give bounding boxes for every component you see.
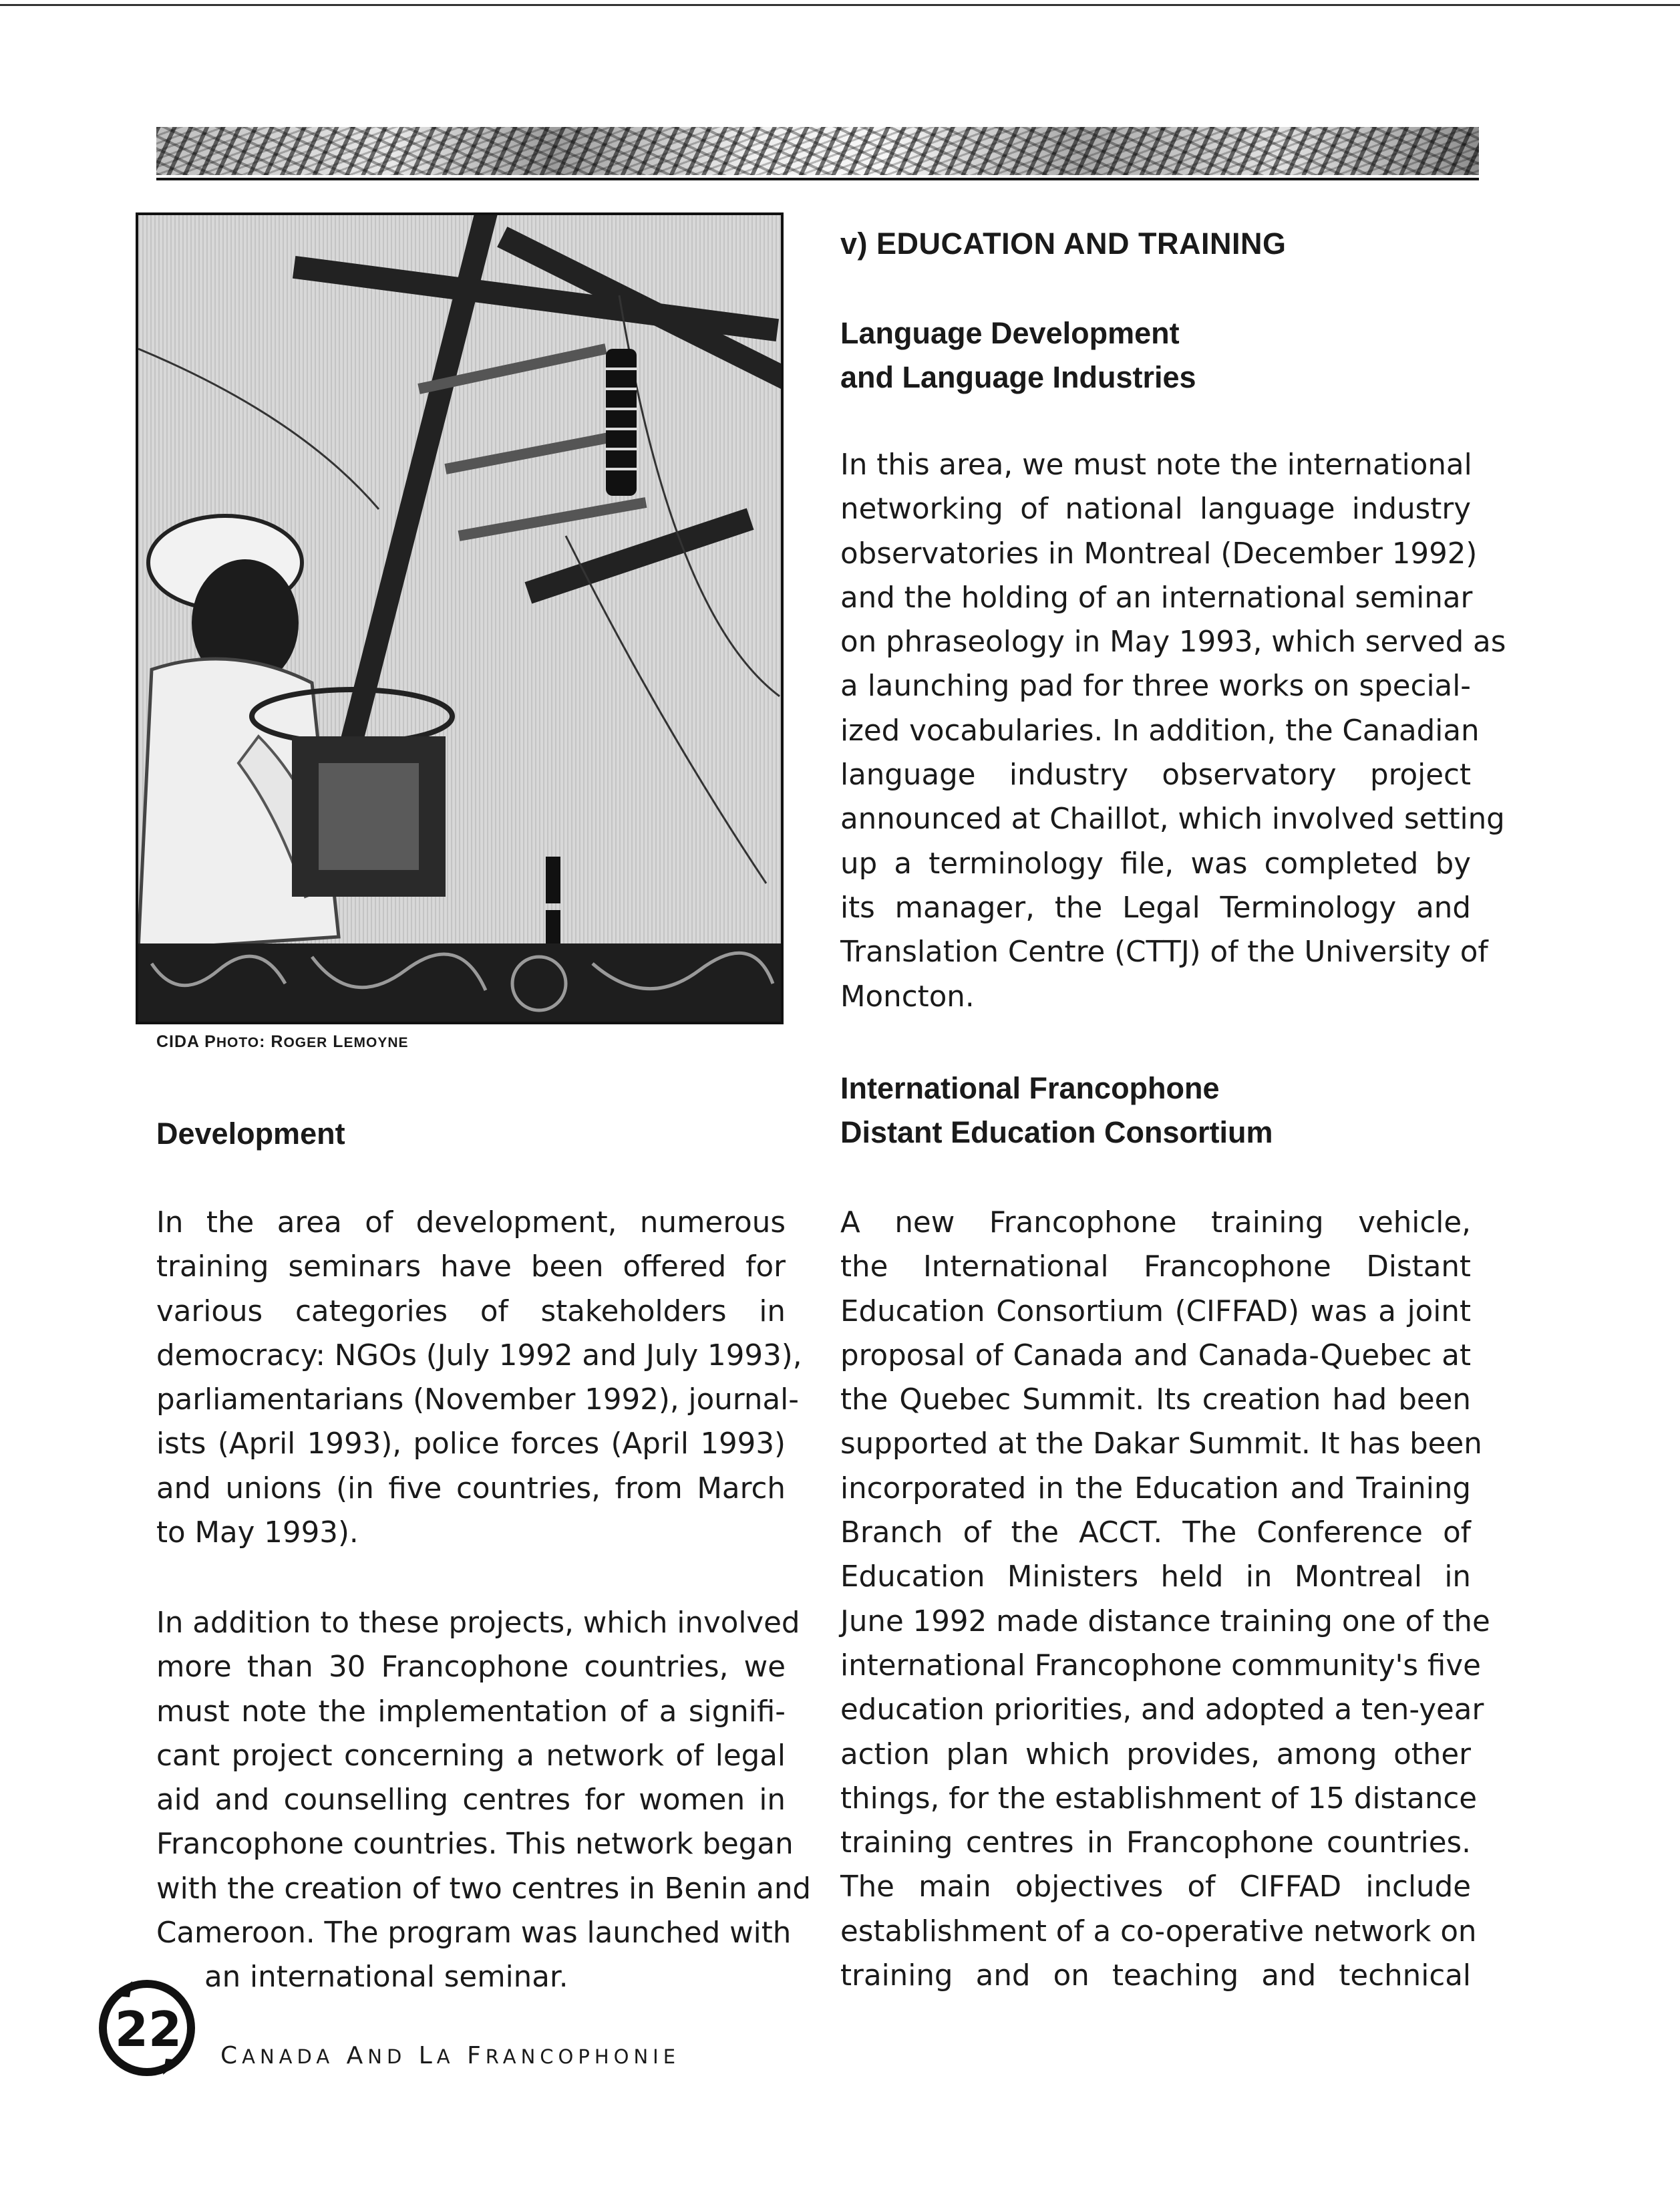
left-paragraph-1 (156, 1201, 802, 1555)
page-number: 22 (114, 2001, 182, 2057)
text-line: democracy: NGOs (July 1992 and July 1993), (156, 1338, 802, 1372)
text-line: ized vocabularies. In addition, the Canadian (840, 714, 1480, 748)
text-line: the Quebec Summit. Its creation had been (840, 1383, 1471, 1417)
text-line: ists (April 1993), police forces (April 1993) (156, 1427, 786, 1461)
text-line: cant project concerning a network of legal (156, 1739, 786, 1773)
text-line: international Francophone community's five (840, 1648, 1481, 1683)
text-line: proposal of Canada and Canada-Quebec at (840, 1338, 1471, 1372)
text-line: the International Francophone Distant (840, 1250, 1471, 1284)
text-line: more than 30 Francophone countries, we (156, 1650, 786, 1685)
text-line: A new Francophone training vehicle, (840, 1206, 1471, 1239)
text-line: on phraseology in May 1993, which served as (840, 625, 1506, 660)
heading-line: Distant Education Consortium (840, 1115, 1273, 1149)
text-line: Education Ministers held in Montreal in (840, 1560, 1471, 1594)
text-line: aid and counselling centres for women in (156, 1783, 786, 1817)
heading-line: International Francophone (840, 1071, 1220, 1105)
top-rule (0, 4, 1680, 6)
heading-line: and Language Industries (840, 360, 1196, 394)
banner-rule (156, 178, 1479, 180)
text-line: up a terminology file, was completed by (840, 847, 1471, 881)
text-line: The main objectives of CIFFAD include (840, 1870, 1471, 1904)
text-line: networking of national language industry (840, 492, 1471, 527)
text-line: training seminars have been offered for (156, 1250, 786, 1284)
text-line: Cameroon. The program was launched with (156, 1916, 792, 1950)
text-line: Francophone countries. This network began (156, 1828, 794, 1862)
text-line: education priorities, and adopted a ten-year (840, 1693, 1484, 1727)
text-line: must note the implementation of a signifi- (156, 1695, 786, 1729)
text-line: parliamentarians (November 1992), journal- (156, 1383, 799, 1417)
text-line: various categories of stakeholders in (156, 1294, 786, 1328)
text-line: In the area of development, numerous (156, 1206, 786, 1239)
running-title: CANADA AND LA FRANCOPHONIE (220, 2042, 681, 2069)
right-paragraph-2 (840, 1201, 1490, 1998)
text-line: Education Consortium (CIFFAD) was a joint (840, 1294, 1471, 1328)
heading-line: Language Development (840, 316, 1180, 350)
heading-language-development (840, 311, 1196, 400)
text-line: language industry observatory project (840, 758, 1471, 792)
text-line: with the creation of two centres in Benin and (156, 1872, 812, 1906)
text-line: supported at the Dakar Summit. It has been (840, 1427, 1482, 1461)
text-line: things, for the establishment of 15 distance (840, 1781, 1478, 1815)
decorative-banner (156, 127, 1479, 175)
photo-illustration (138, 215, 781, 1022)
text-line: June 1992 made distance training one of the (840, 1604, 1490, 1638)
right-paragraph-1 (840, 443, 1506, 1019)
text-line: training and on teaching and technical (840, 1959, 1471, 1993)
heading-ciffad (840, 1066, 1273, 1155)
text-line: In this area, we must note the international (840, 448, 1472, 482)
text-line: Moncton. (840, 980, 975, 1014)
text-line: action plan which provides, among other (840, 1737, 1471, 1771)
text-line: incorporated in the Education and Training (840, 1471, 1471, 1505)
text-line: an international seminar. (204, 1960, 568, 1995)
text-line: training centres in Francophone countries. (840, 1826, 1471, 1860)
text-line: Translation Centre (CTTJ) of the University of (840, 935, 1488, 970)
text-line: announced at Chaillot, which involved setting (840, 802, 1505, 837)
text-line: In addition to these projects, which involved (156, 1606, 800, 1640)
text-line: and unions (in five countries, from March (156, 1471, 786, 1505)
photo-worker-electrical (136, 212, 784, 1024)
text-line: Branch of the ACCT. The Conference of (840, 1516, 1471, 1550)
left-paragraph-2 (156, 1601, 812, 2000)
photo-caption: CIDA PHOTO: ROGER LEMOYNE (156, 1032, 409, 1051)
text-line: and the holding of an international seminar (840, 581, 1473, 615)
text-line: to May 1993). (156, 1516, 359, 1550)
text-line: establishment of a co-operative network on (840, 1914, 1477, 1948)
heading-development: Development (156, 1117, 345, 1151)
text-line: its manager, the Legal Terminology and (840, 891, 1471, 925)
text-line: a launching pad for three works on special- (840, 670, 1471, 704)
text-line: observatories in Montreal (December 1992) (840, 537, 1478, 571)
section-title: v) EDUCATION AND TRAINING (840, 227, 1287, 261)
